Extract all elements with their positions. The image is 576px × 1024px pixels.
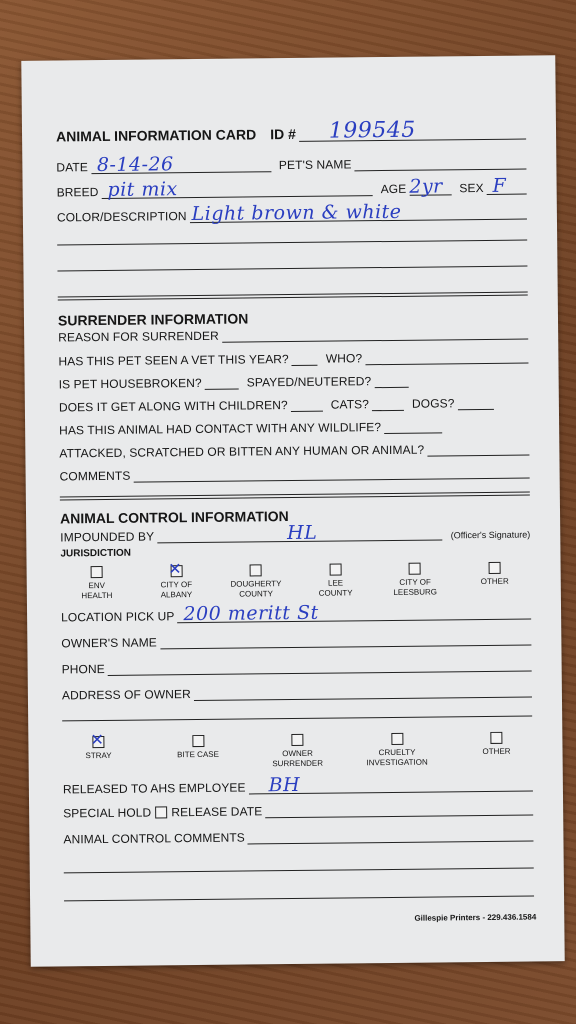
reason-label: REASON FOR SURRENDER: [58, 328, 219, 345]
housebroken-row: [59, 373, 529, 392]
option-2[interactable]: [261, 734, 333, 769]
surrender-heading: SURRENDER INFORMATION: [57, 310, 249, 329]
comments-field[interactable]: [133, 465, 529, 483]
checkbox-icon[interactable]: [91, 566, 103, 578]
age-label: AGE: [380, 181, 407, 197]
comments-label: COMMENTS: [59, 468, 131, 484]
sex-label: SEX: [459, 180, 484, 196]
control-comments-field[interactable]: [248, 828, 534, 845]
special-hold-checkbox[interactable]: [155, 806, 167, 818]
checkbox-icon[interactable]: [250, 564, 262, 576]
checked-checkbox-icon[interactable]: [90, 729, 104, 750]
released-field[interactable]: [249, 773, 533, 797]
checkbox-icon[interactable]: [490, 732, 502, 744]
impounded-row: [60, 521, 531, 545]
option-label: STRAY: [85, 750, 112, 761]
cats-label: CATS?: [330, 397, 370, 412]
release-date-label: RELEASE DATE: [171, 804, 263, 820]
spayed-label: SPAYED/NEUTERED?: [246, 374, 372, 390]
attacked-label: ATTACKED, SCRATCHED OR BITTEN ANY HUMAN OR ANIMAL?: [59, 442, 425, 461]
age-field[interactable]: [409, 175, 451, 198]
owner-name-field[interactable]: [160, 632, 532, 650]
printer-credit: Gillespie Printers - 229.436.1584: [414, 912, 537, 923]
option-label: LEE COUNTY: [318, 578, 353, 598]
option-4[interactable]: [379, 562, 451, 597]
housebroken-label: IS PET HOUSEBROKEN?: [58, 375, 202, 392]
age-value: 2yr: [409, 175, 443, 198]
special-hold-row: [63, 802, 533, 821]
released-row: [62, 773, 533, 797]
pets-name-label: PET'S NAME: [278, 157, 352, 173]
jurisdiction-options: [61, 559, 531, 601]
title-row: [55, 117, 526, 145]
location-label: LOCATION PICK UP: [61, 609, 175, 625]
color-row: [56, 200, 527, 226]
check-mark-icon: ✕: [90, 729, 104, 750]
option-label: OTHER: [480, 576, 509, 587]
option-1[interactable]: [162, 735, 234, 770]
breed-label: BREED: [56, 185, 99, 200]
owner-name-row: [61, 632, 531, 651]
animal-information-card: [21, 55, 564, 967]
phone-label: PHONE: [61, 661, 105, 677]
reason-field[interactable]: [222, 326, 528, 343]
comments-row: [60, 465, 530, 484]
option-0[interactable]: [62, 729, 134, 771]
dogs-field[interactable]: [457, 396, 493, 410]
location-field[interactable]: [177, 601, 531, 626]
checkbox-icon[interactable]: [192, 735, 204, 747]
impounded-field[interactable]: [157, 521, 443, 545]
children-row: [59, 396, 529, 415]
attacked-field[interactable]: [427, 442, 529, 457]
option-5[interactable]: [459, 562, 531, 597]
children-label: DOES IT GET ALONG WITH CHILDREN?: [58, 398, 288, 415]
case-type-options: [62, 729, 532, 771]
impounded-value: HL: [287, 521, 318, 545]
wildlife-label: HAS THIS ANIMAL HAD CONTACT WITH ANY WILDLIFE?: [59, 420, 382, 438]
checkbox-icon[interactable]: [291, 734, 303, 746]
children-field[interactable]: [291, 398, 323, 412]
control-heading: ANIMAL CONTROL INFORMATION: [59, 508, 289, 527]
wildlife-row: [59, 419, 529, 438]
id-value: 199545: [328, 117, 416, 144]
option-3[interactable]: [361, 733, 433, 768]
section-divider-2: [60, 492, 530, 501]
option-label: OTHER: [482, 746, 511, 757]
color-value: Light brown & white: [191, 200, 402, 226]
date-row: [56, 153, 526, 177]
officer-signature-label: (Officer's Signature): [450, 529, 531, 541]
vet-field[interactable]: [292, 352, 318, 366]
vet-label: HAS THIS PET SEEN A VET THIS YEAR?: [58, 352, 289, 369]
color-line-2: [57, 240, 527, 246]
option-0[interactable]: [61, 566, 133, 601]
jurisdiction-label: JURISDICTION: [60, 547, 132, 560]
control-comments-label: ANIMAL CONTROL COMMENTS: [63, 830, 245, 847]
option-4[interactable]: [460, 732, 532, 767]
date-field[interactable]: [91, 153, 271, 177]
phone-row: [62, 658, 532, 677]
option-label: BITE CASE: [177, 749, 219, 760]
sex-field[interactable]: [487, 174, 527, 197]
option-1[interactable]: [140, 559, 212, 600]
checkbox-icon[interactable]: [329, 563, 341, 575]
address-row: [62, 684, 532, 703]
breed-value: pit mix: [107, 178, 178, 201]
release-date-field[interactable]: [265, 802, 533, 819]
owner-name-label: OWNER'S NAME: [61, 635, 157, 651]
color-field[interactable]: [190, 200, 527, 226]
control-comments-line-3: [64, 895, 534, 901]
id-field[interactable]: [299, 117, 526, 144]
check-mark-icon: ✕: [168, 559, 182, 579]
address-label: ADDRESS OF OWNER: [61, 687, 191, 703]
address-line-2: [62, 716, 532, 722]
checkbox-icon[interactable]: [489, 562, 501, 574]
color-line-3: [57, 266, 527, 272]
date-value: 8-14-26: [96, 153, 174, 177]
checked-checkbox-icon[interactable]: [168, 559, 182, 579]
impounded-label: IMPOUNDED BY: [60, 529, 155, 545]
address-field[interactable]: [194, 684, 532, 702]
who-label: WHO?: [325, 351, 363, 366]
released-value: BH: [268, 773, 301, 797]
option-label: CRUELTY INVESTIGATION: [366, 747, 428, 767]
breed-row: [56, 174, 527, 201]
card-title: ANIMAL INFORMATION CARD: [55, 126, 257, 145]
location-row: [61, 601, 531, 626]
date-label: DATE: [56, 160, 88, 175]
cats-field[interactable]: [372, 397, 404, 411]
checkbox-icon[interactable]: [409, 563, 421, 575]
sex-value: F: [492, 174, 507, 197]
reason-row: [58, 326, 528, 345]
color-label: COLOR/DESCRIPTION: [56, 209, 187, 225]
option-label: DOUGHERTY COUNTY: [230, 579, 282, 599]
spayed-field[interactable]: [374, 374, 408, 388]
option-label: ENV HEALTH: [81, 580, 113, 600]
housebroken-field[interactable]: [205, 376, 239, 390]
breed-field[interactable]: [101, 178, 372, 201]
option-3[interactable]: [299, 563, 371, 598]
option-label: CITY OF LEESBURG: [393, 577, 438, 597]
section-divider: [58, 292, 528, 301]
id-label: ID #: [270, 125, 296, 143]
dogs-label: DOGS?: [411, 396, 455, 411]
option-label: OWNER SURRENDER: [272, 748, 324, 768]
option-2[interactable]: [220, 564, 292, 599]
special-hold-label: SPECIAL HOLD: [63, 805, 152, 821]
checkbox-icon[interactable]: [391, 733, 403, 745]
attacked-row: [59, 442, 529, 461]
released-label: RELEASED TO AHS EMPLOYEE: [62, 780, 246, 797]
wildlife-field[interactable]: [384, 419, 442, 434]
control-comments-row: [63, 828, 533, 847]
option-label: CITY OF ALBANY: [160, 580, 193, 599]
vet-row: [58, 350, 528, 369]
pets-name-field[interactable]: [354, 156, 526, 172]
who-field[interactable]: [365, 350, 528, 366]
phone-field[interactable]: [108, 658, 532, 676]
control-comments-line-2: [64, 867, 534, 873]
location-value: 200 meritt St: [183, 601, 319, 626]
